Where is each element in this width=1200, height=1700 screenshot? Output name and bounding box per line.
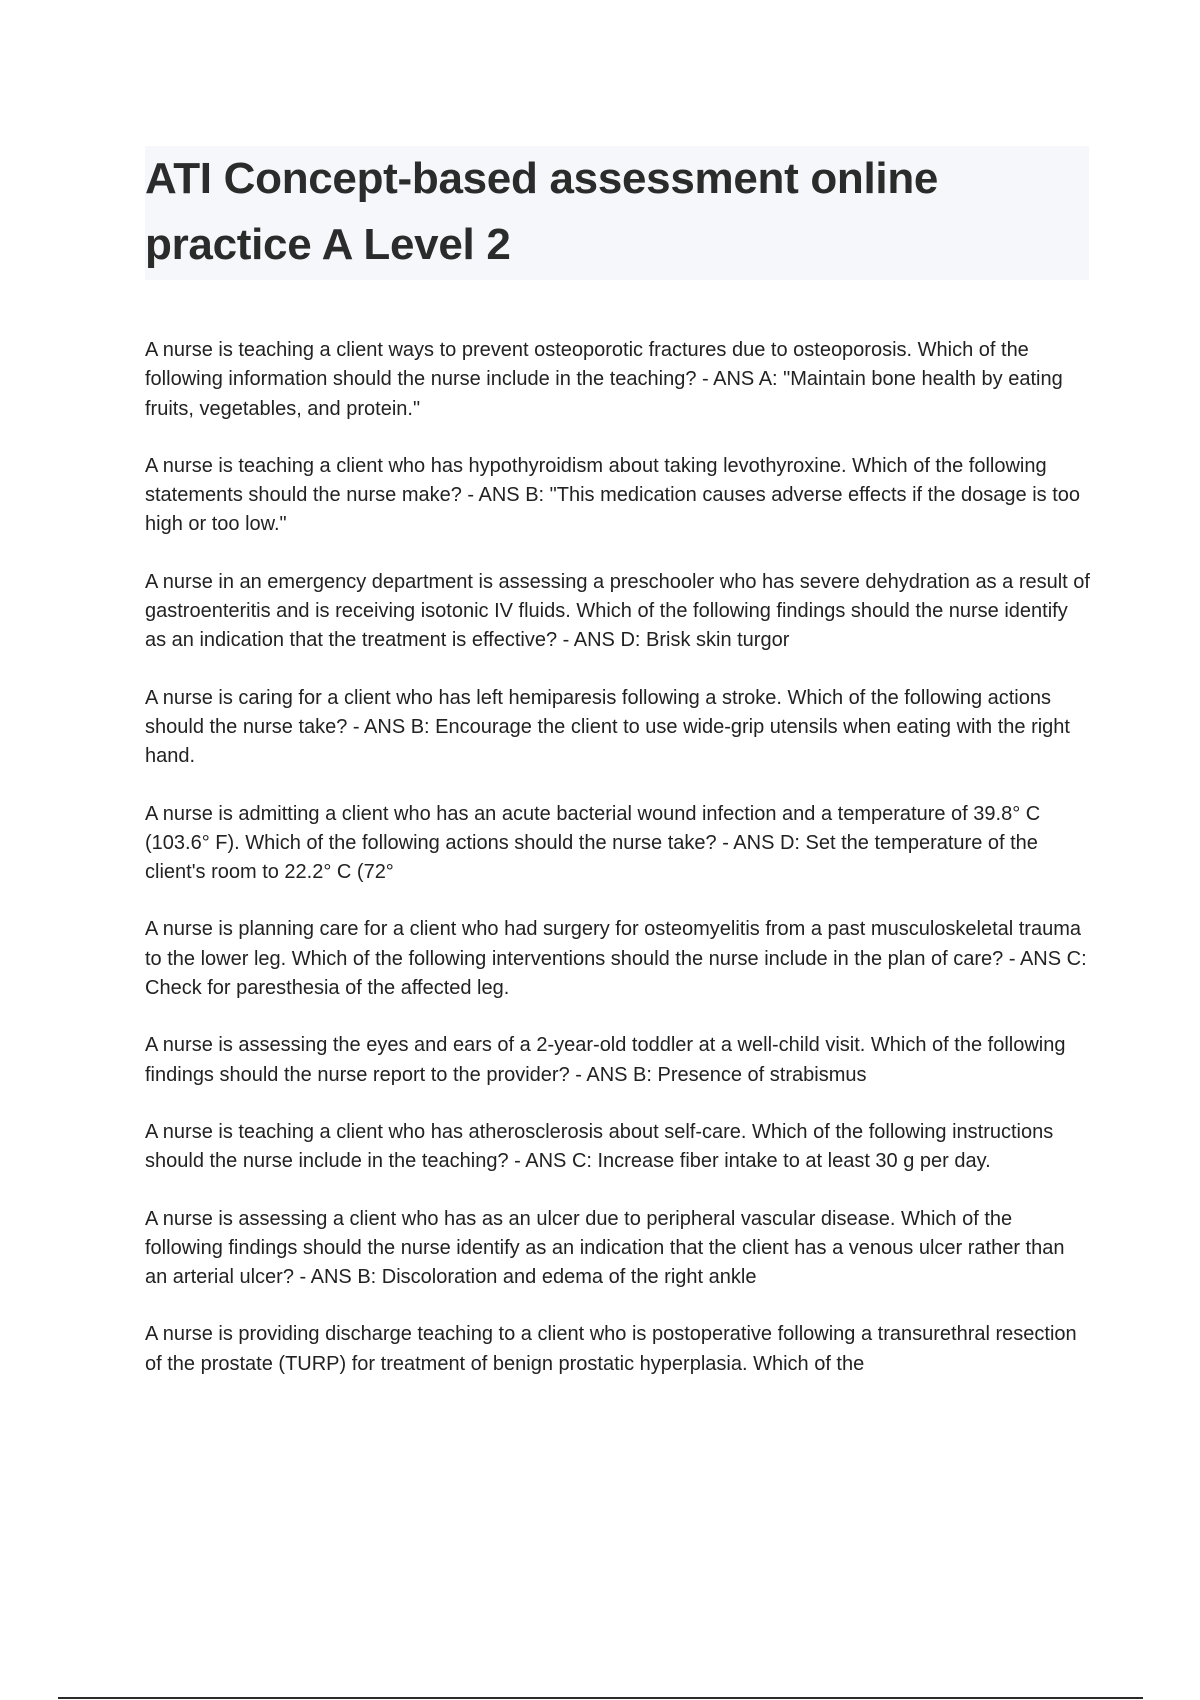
qa-item: A nurse is teaching a client who has hypothyroidism about taking levothyroxine. Which of the following statements should the nurse make? - ANS B: "This medication causes adverse effects if the dosage is too high or too low." — [145, 454, 1080, 536]
document-title: ATI Concept-based assessment online practice A Level 2 — [145, 154, 939, 269]
qa-item: A nurse is assessing a client who has as an ulcer due to peripheral vascular disease. Which of the following findings should the nurse identify as an indication that the client has a venous ulcer rather than an arterial ulcer? - ANS B: Discoloration and edema of the right ankle — [145, 1207, 1065, 1289]
qa-item: A nurse is admitting a client who has an acute bacterial wound infection and a temperature of 39.8° C (103.6° F). Which of the following actions should the nurse take? - ANS D: Set the temperature of the client's room to 22.2° C (72° — [145, 802, 1041, 884]
qa-item: A nurse in an emergency department is assessing a preschooler who has severe dehydration as a result of gastroenteritis and is receiving isotonic IV fluids. Which of the following findings should the nurse identify as an indication that the treatment is effective? - ANS D: Brisk skin turgor — [145, 570, 1090, 652]
qa-item: A nurse is caring for a client who has left hemiparesis following a stroke. Which of the following actions should the nurse take? - ANS B: Encourage the client to use wide-grip utensils when eating with the right hand. — [145, 686, 1070, 768]
qa-item: A nurse is assessing the eyes and ears of a 2-year-old toddler at a well-child visit. Which of the following findings should the nurse report to the provider? - ANS B: Presence of strabismus — [145, 1034, 1066, 1086]
qa-item: A nurse is teaching a client who has atherosclerosis about self-care. Which of the following instructions should the nurse include in the teaching? - ANS C: Increase fiber intake to at least 30 g per day. — [145, 1120, 1054, 1173]
qa-item: A nurse is teaching a client ways to prevent osteoporotic fractures due to osteoporosis. Which of the following information should the nurse include in the teaching? - ANS A: "Maintain bone health by eating fruits, vegetables, and protein." — [145, 339, 1063, 420]
qa-item: A nurse is planning care for a client who had surgery for osteomyelitis from a past musculoskeletal trauma to the lower leg. Which of the following interventions should the nurse include in the plan of care? - ANS C: Check for paresthesia of the affected leg. — [145, 918, 1087, 1000]
page-bottom-divider — [58, 1697, 1143, 1699]
question-answer-list — [145, 336, 1090, 1407]
qa-item: A nurse is providing discharge teaching to a client who is postoperative following a transurethral resection of the prostate (TURP) for treatment of benign prostatic hyperplasia. Which of the — [145, 1323, 1077, 1375]
title-banner — [145, 146, 1089, 280]
